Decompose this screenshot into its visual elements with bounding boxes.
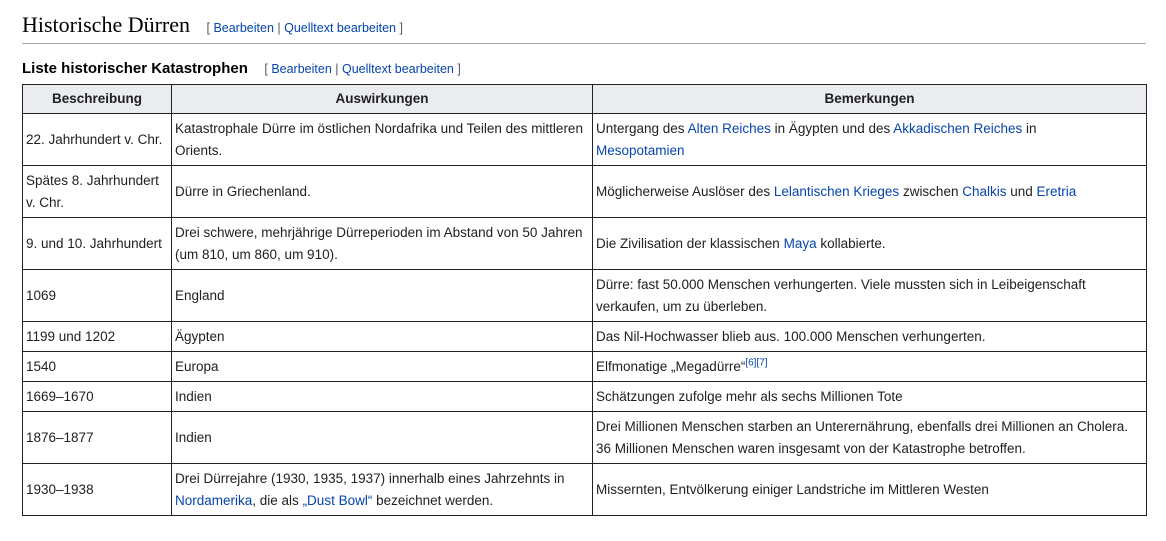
link-nordamerika[interactable]: Nordamerika <box>175 492 253 508</box>
cell-auswirkungen <box>172 464 593 516</box>
citation-refs <box>745 357 767 368</box>
bracket-close: ] <box>457 62 461 76</box>
text: in <box>1022 120 1037 136</box>
text: bezeichnet werden. <box>372 492 494 508</box>
cell-bemerkungen <box>593 352 1147 382</box>
cell-auswirkungen: England <box>172 270 593 322</box>
text: kollabierte. <box>816 235 886 251</box>
table-row <box>23 464 1147 516</box>
column-header-auswirkungen[interactable]: Auswirkungen <box>172 85 593 114</box>
table-row <box>23 412 1147 464</box>
edit-separator: | <box>277 21 281 35</box>
cell-beschreibung: 1876–1877 <box>23 412 172 464</box>
subsection-edit-link[interactable]: Bearbeiten <box>271 62 332 76</box>
cell-bemerkungen <box>593 166 1147 218</box>
text: Elfmonatige „Megadürre“ <box>596 358 746 374</box>
cell-auswirkungen: Dürre in Griechenland. <box>172 166 593 218</box>
cell-auswirkungen: Drei schwere, mehrjährige Dürreperioden im Abstand von 50 Jahren (um 810, um 860, um 910). <box>172 218 593 270</box>
link-akkadischen-reiches[interactable]: Akkadischen Reiches <box>893 120 1023 136</box>
table-row <box>23 270 1147 322</box>
link-lelantischen-krieges[interactable]: Lelantischen Krieges <box>773 183 900 199</box>
link-maya[interactable]: Maya <box>783 235 817 251</box>
cell-beschreibung: 1540 <box>23 352 172 382</box>
subsection-edit-links <box>264 62 461 76</box>
column-header-beschreibung[interactable]: Beschreibung <box>23 85 172 114</box>
link-mesopotamien[interactable]: Mesopotamien <box>596 142 685 158</box>
cell-beschreibung: Spätes 8. Jahrhundert v. Chr. <box>23 166 172 218</box>
subsection-title: Liste historischer Katastrophen <box>22 60 248 77</box>
section-edit-links <box>206 21 403 35</box>
table-row <box>23 218 1147 270</box>
cell-bemerkungen: Schätzungen zufolge mehr als sechs Millionen Tote <box>593 382 1147 412</box>
text: und <box>1006 183 1037 199</box>
cell-beschreibung: 1069 <box>23 270 172 322</box>
text: Untergang des <box>596 120 688 136</box>
link-eretria[interactable]: Eretria <box>1036 183 1077 199</box>
link-dust-bowl[interactable]: „Dust Bowl“ <box>302 492 373 508</box>
cell-bemerkungen: Drei Millionen Menschen starben an Unterernährung, ebenfalls drei Millionen an Cholera. 36 Millionen Menschen waren insgesamt von der Katastrophe betroffen. <box>593 412 1147 464</box>
cell-auswirkungen: Indien <box>172 382 593 412</box>
table-row <box>23 352 1147 382</box>
citation-link-6[interactable]: [6] <box>745 357 757 368</box>
table-row <box>23 322 1147 352</box>
cell-bemerkungen <box>593 218 1147 270</box>
cell-auswirkungen: Katastrophale Dürre im östlichen Nordafrika und Teilen des mittleren Orients. <box>172 114 593 166</box>
table-row <box>23 114 1147 166</box>
cell-auswirkungen: Europa <box>172 352 593 382</box>
link-chalkis[interactable]: Chalkis <box>962 183 1007 199</box>
citation-link-7[interactable]: [7] <box>756 357 768 368</box>
bracket-close: ] <box>399 21 403 35</box>
cell-bemerkungen: Das Nil-Hochwasser blieb aus. 100.000 Menschen verhungerten. <box>593 322 1147 352</box>
text: Möglicherweise Auslöser des <box>596 183 774 199</box>
table-row <box>23 382 1147 412</box>
bracket-open: [ <box>264 62 268 76</box>
section-source-edit-link[interactable]: Quelltext bearbeiten <box>284 21 397 35</box>
text: Drei Dürrejahre (1930, 1935, 1937) innerhalb eines Jahrzehnts in <box>175 470 565 486</box>
cell-beschreibung: 1669–1670 <box>23 382 172 412</box>
column-header-bemerkungen[interactable]: Bemerkungen <box>593 85 1147 114</box>
text: , die als <box>252 492 303 508</box>
cell-beschreibung: 22. Jahrhundert v. Chr. <box>23 114 172 166</box>
text: Die Zivilisation der klassischen <box>596 235 784 251</box>
cell-beschreibung: 9. und 10. Jahrhundert <box>23 218 172 270</box>
text: in Ägypten und des <box>770 120 894 136</box>
link-alten-reiches[interactable]: Alten Reiches <box>687 120 771 136</box>
bracket-open: [ <box>206 21 210 35</box>
cell-beschreibung: 1930–1938 <box>23 464 172 516</box>
table-row <box>23 166 1147 218</box>
subsection-heading <box>22 60 461 78</box>
cell-auswirkungen: Ägypten <box>172 322 593 352</box>
cell-bemerkungen: Dürre: fast 50.000 Menschen verhungerten. Viele mussten sich in Leibeigenschaft verkaufen, um zu überleben. <box>593 270 1147 322</box>
cell-beschreibung: 1199 und 1202 <box>23 322 172 352</box>
table-header-row <box>23 85 1147 114</box>
section-heading <box>22 12 1146 44</box>
cell-bemerkungen: Missernten, Entvölkerung einiger Landstriche im Mittleren Westen <box>593 464 1147 516</box>
text: zwischen <box>899 183 963 199</box>
cell-auswirkungen: Indien <box>172 412 593 464</box>
edit-separator: | <box>335 62 339 76</box>
subsection-source-edit-link[interactable]: Quelltext bearbeiten <box>342 62 454 76</box>
section-edit-link[interactable]: Bearbeiten <box>213 21 274 35</box>
droughts-table <box>22 84 1147 516</box>
section-title: Historische Dürren <box>22 12 191 37</box>
cell-bemerkungen <box>593 114 1147 166</box>
